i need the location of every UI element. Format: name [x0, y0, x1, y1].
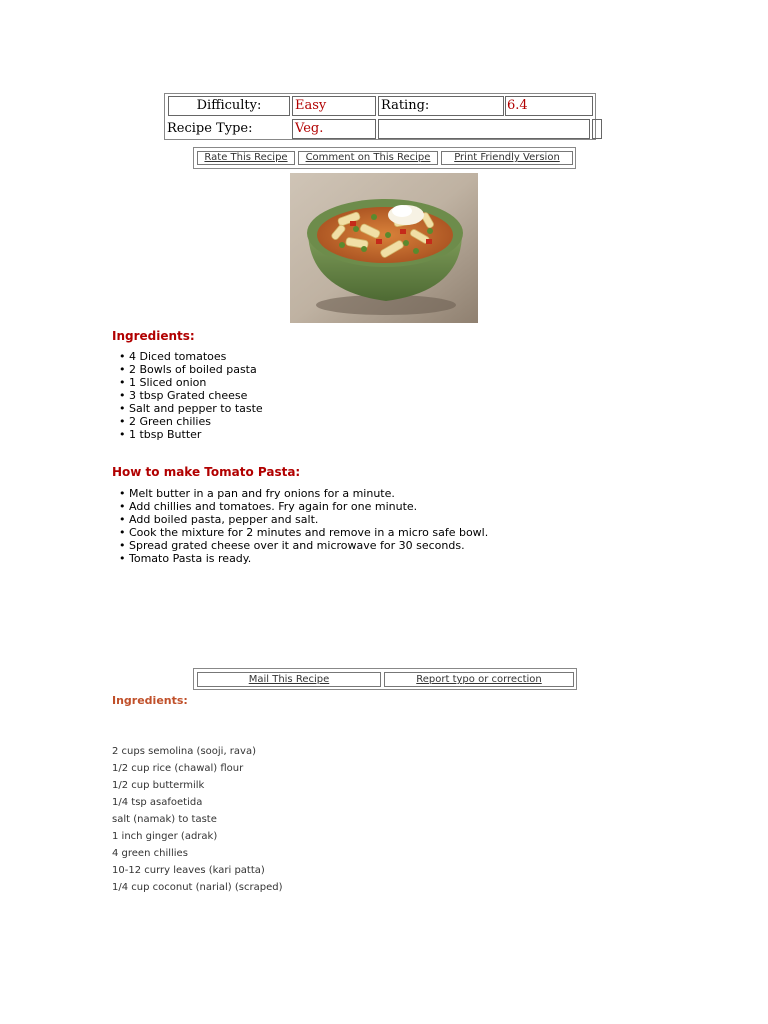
- list-item: 1/4 cup coconut (narial) (scraped): [112, 882, 283, 893]
- method-steps-list: [119, 487, 489, 565]
- list-item: 1/2 cup rice (chawal) flour: [112, 763, 244, 774]
- difficulty-value: Easy: [292, 96, 376, 116]
- list-item: 4 green chillies: [112, 848, 188, 859]
- list-item: • Add chillies and tomatoes. Fry again for one minute.: [119, 500, 309, 513]
- empty-cell: [378, 119, 590, 139]
- recipe-actions-bottom: [193, 668, 577, 690]
- ingredients-list: [119, 350, 263, 441]
- list-item: • 1 tbsp Butter: [119, 428, 263, 441]
- comment-recipe-link[interactable]: Comment on This Recipe: [298, 151, 438, 165]
- mail-recipe-link[interactable]: Mail This Recipe: [197, 672, 381, 687]
- list-item: • 2 Green chilies: [119, 415, 263, 428]
- list-item: 2 cups semolina (sooji, rava): [112, 746, 256, 757]
- recipe-type-value: Veg.: [292, 119, 376, 139]
- list-item: 10-12 curry leaves (kari patta): [112, 865, 265, 876]
- rating-value: 6.4: [505, 96, 593, 116]
- list-item: salt (namak) to taste: [112, 814, 217, 825]
- ingredients-heading-secondary: Ingredients:: [112, 694, 188, 707]
- list-item: • 3 tbsp Grated cheese: [119, 389, 263, 402]
- list-item: • Spread grated cheese over it and microwave for 30 seconds.: [119, 539, 309, 552]
- report-typo-link[interactable]: Report typo or correction: [384, 672, 574, 687]
- recipe-type-label: Recipe Type:: [167, 121, 253, 136]
- difficulty-label: Difficulty:: [168, 96, 290, 116]
- list-item: 1/4 tsp asafoetida: [112, 797, 203, 808]
- print-friendly-link[interactable]: Print Friendly Version: [441, 151, 573, 165]
- list-item: • 1 Sliced onion: [119, 376, 263, 389]
- recipe-actions-top: [193, 147, 576, 169]
- list-item: • 4 Diced tomatoes: [119, 350, 263, 363]
- method-heading: How to make Tomato Pasta:: [112, 465, 301, 479]
- empty-narrow-cell: [592, 119, 602, 139]
- list-item: • Add boiled pasta, pepper and salt.: [119, 513, 309, 526]
- list-item: • Tomato Pasta is ready.: [119, 552, 309, 565]
- ingredients-heading: Ingredients:: [112, 329, 195, 343]
- list-item: 1/2 cup buttermilk: [112, 780, 205, 791]
- list-item: • 2 Bowls of boiled pasta: [119, 363, 263, 376]
- rate-recipe-link[interactable]: Rate This Recipe: [197, 151, 295, 165]
- list-item: • Cook the mixture for 2 minutes and remove in a micro safe bowl.: [119, 526, 309, 539]
- recipe-info-table: [164, 93, 606, 140]
- recipe-photo: [290, 173, 478, 323]
- pasta-bowl-image: [290, 173, 478, 323]
- rating-label: Rating:: [378, 96, 504, 116]
- list-item: • Melt butter in a pan and fry onions for a minute.: [119, 487, 309, 500]
- list-item: • Salt and pepper to taste: [119, 402, 263, 415]
- secondary-ingredients-list: [112, 745, 282, 898]
- list-item: 1 inch ginger (adrak): [112, 831, 218, 842]
